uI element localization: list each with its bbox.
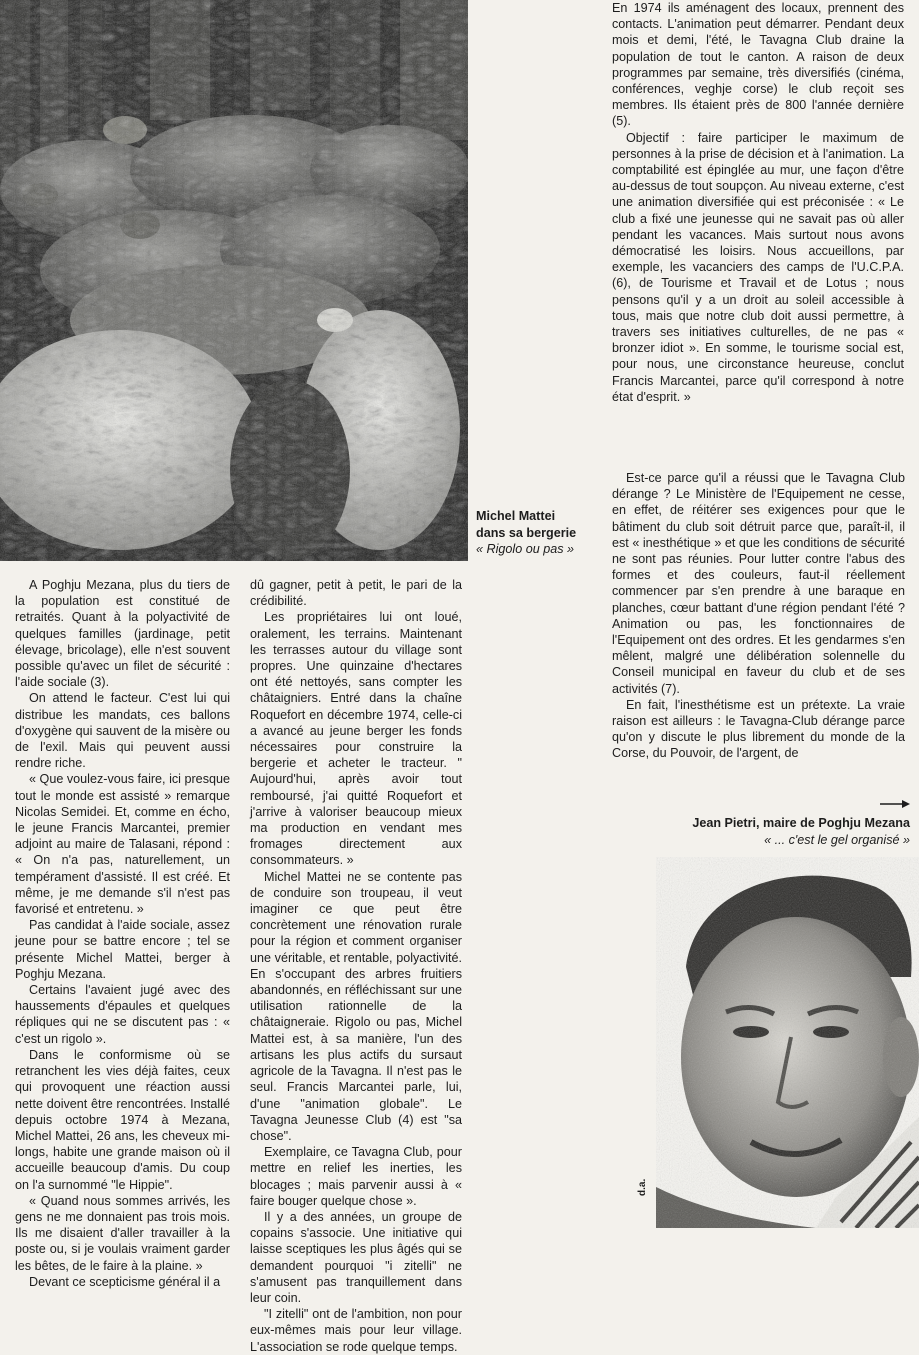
- article-column-3-top: [612, 0, 904, 405]
- paragraph: Dans le conformisme où se retranchent les vies déjà faites, ceux qui provoquent une réaction aussi nette doivent être rencontrées. Installé depuis octobre 1974 à Mezana, Michel Mattei, 26 ans, les cheveux mi-longs, habite une grande maison où il accueille beaucoup d'amis. Du coup on l'a surnommé "le Hippie".: [15, 1047, 230, 1192]
- article-column-1: [15, 577, 230, 1290]
- article-column-3-bottom: [471, 470, 905, 762]
- portrait-photo: [656, 857, 919, 1228]
- paragraph: Certains l'avaient jugé avec des haussements d'épaules et quelques répliques qui ne se discutent pas : « c'est un rigolo ».: [15, 983, 230, 1046]
- continue-arrow-icon: [880, 799, 910, 809]
- paragraph: Pas candidat à l'aide sociale, assez jeune pour se battre encore ; tel se présente Michel Mattei, berger à Poghju Mezana.: [15, 918, 230, 981]
- sheep-photo: [0, 0, 468, 561]
- paragraph: « Quand nous sommes arrivés, les gens ne me donnaient pas trois mois. Ils me disaient d'aller travailler à la poste ou, si je voulais vraiment garder les bêtes, de le faire à la plaine. »: [15, 1193, 230, 1273]
- paragraph: Exemplaire, ce Tavagna Club, pour mettre en relief les inerties, les blocages ; mais parvenir aussi à « faire bouger quelque chose ».: [250, 1145, 462, 1208]
- caption-line: dans sa bergerie: [476, 525, 577, 540]
- paragraph: En 1974 ils aménagent des locaux, prennent des contacts. L'animation peut démarrer. Pendant deux mois et demi, l'été, le Tavagna Club draine la population de tout le canton. A raison de deux programmes par semaine, très diversifiés (cinéma, conférences, veghje corse) le club reçoit ses membres. Ils étaient près de 800 l'année dernière (5).: [612, 1, 904, 129]
- paragraph: Devant ce scepticisme général il a: [29, 1274, 221, 1289]
- paragraph: dû gagner, petit à petit, le pari de la crédibilité.: [250, 578, 462, 609]
- paragraph: On attend le facteur. C'est lui qui distribue les mandats, ces ballons d'oxygène qui sauvent de la misère ou de l'exil. Mais qui peuvent aussi rendre riche.: [15, 691, 230, 771]
- article-column-2: [250, 577, 462, 1355]
- paragraph: Les propriétaires lui ont loué, oralement, les terrains. Maintenant les terrasses autour du village sont propres. Une quinzaine d'hectares ont été nettoyés, sans compter les châtaigniers. Entré dans la chaîne Roquefort en décembre 1974, celle-ci a avancé au jeune berger les fonds nécessaires pour construire la bergerie et acheter le tracteur. " Aujourd'hui, après avoir tout remboursé, j'ai quitté Roquefort et j'arrive à valoriser beaucoup mieux ma production en vendant mes fromages directement aux consommateurs. »: [250, 610, 462, 868]
- paragraph: Il y a des années, un groupe de copains s'associe. Une initiative qui laisse sceptiques les plus âgés qui se demandent pourquoi "i zitelli" ne s'amusent pas tranquillement dans leur coin.: [250, 1209, 462, 1305]
- caption-quote: « ... c'est le gel organisé »: [764, 832, 910, 847]
- paragraph: En fait, l'inesthétisme est un prétexte. La vraie raison est ailleurs : le Tavagna-Club dérange parce qu'on y discute le plus librement du monde de la Corse, du Pouvoir, de l'argent, de: [612, 697, 905, 761]
- paragraph: Objectif : faire participer le maximum de personnes à la prise de décision et à l'animation. La comptabilité est épinglée au mur, une façon d'être au-dessus de tout soupçon. Au niveau externe, c'est une animation diversifiée qui est préconisée : « Le club a fixé une jeunesse qui ne savait pas où aller pendant les vacances. Mais surtout nous avons démocratisé les loisirs. Nous accueillons, par exemple, les vacanciers des camps de l'U.C.P.A. (6), de Tourisme et Travail et de Lotus ; nous pensons qu'il y a un droit au soleil accessible à tous, mais que notre club doit aussi permettre, à travers ses initiatives culturelles, de ne pas « bronzer idiot ». En somme, le tourisme social est, pour nous, une circonstance heureuse, conclut Francis Marcantei, parce qu'il correspond à notre état d'esprit. »: [612, 130, 904, 404]
- paragraph: "I zitelli" ont de l'ambition, non pour eux-mêmes mais pour leur village. L'association se rode quelque temps.: [250, 1307, 462, 1354]
- caption-name: Michel Mattei: [476, 509, 556, 523]
- paragraph: Est-ce parce qu'il a réussi que le Tavagna Club dérange ? Le Ministère de l'Equipement ne cesse, en effet, de réitérer ses exigences pour que le bâtiment du club soit détruit parce que, paraît-il, il est « inesthétique » et que les conditions de sécurité ne sont pas réunies. Pour lutter contre l'abus des formes et des couleurs, faut-il réellement commencer par s'en prendre à une baraque en planches, cœur battant d'une région pendant l'été ? Animation ou pas, les fonctionnaires de l'Equipement ont des ordres. Et les gendarmes s'en mêlent, malgré une délibération solennelle du Conseil municipal en faveur du club et de ses activités (7).: [612, 471, 905, 696]
- caption-quote: « Rigolo ou pas »: [476, 542, 575, 556]
- paragraph: « Que voulez-vous faire, ici presque tout le monde est assisté » remarque Nicolas Semidei. Et, comme en écho, le jeune Francis Marcantei, premier adjoint au maire de Talasani, répond : « On n'a pas, naturellement, un tempérament d'assisté. Il est créé. Et même, je me demande s'il n'est pas favorisé et entretenu. »: [15, 772, 230, 917]
- paragraph: A Poghju Mezana, plus du tiers de la population est constitué de retraités. Quant à la polyactivité de quelques familles (jardinage, petit élevage, bricolage), elle n'est souvent possible qu'avec un filet de sécurité : l'aide sociale (3).: [15, 578, 230, 690]
- photo-credit: d.a.: [637, 1178, 648, 1196]
- portrait-photo-caption: [640, 815, 910, 848]
- paragraph: Michel Mattei ne se contente pas de conduire son troupeau, il veut imaginer ce que peut être concrètement une rénovation rurale pour la région et comment organiser une véritable, et rentable, polyactivité. En s'occupant des arbres fruitiers abandonnés, en réfléchissant sur une utilisation rationnelle de la châtaigneraie. Rigolo ou pas, Michel Mattei est, à sa manière, l'un des artisans les plus actifs du sursaut agricole de la Tavagna. Il n'est pas le seul. Francis Marcantei parle, lui, d'une "animation globale". Le Tavagna Jeunesse Club (4) est "sa chose".: [250, 869, 462, 1143]
- caption-name: Jean Pietri, maire de Poghju Mezana: [692, 816, 910, 830]
